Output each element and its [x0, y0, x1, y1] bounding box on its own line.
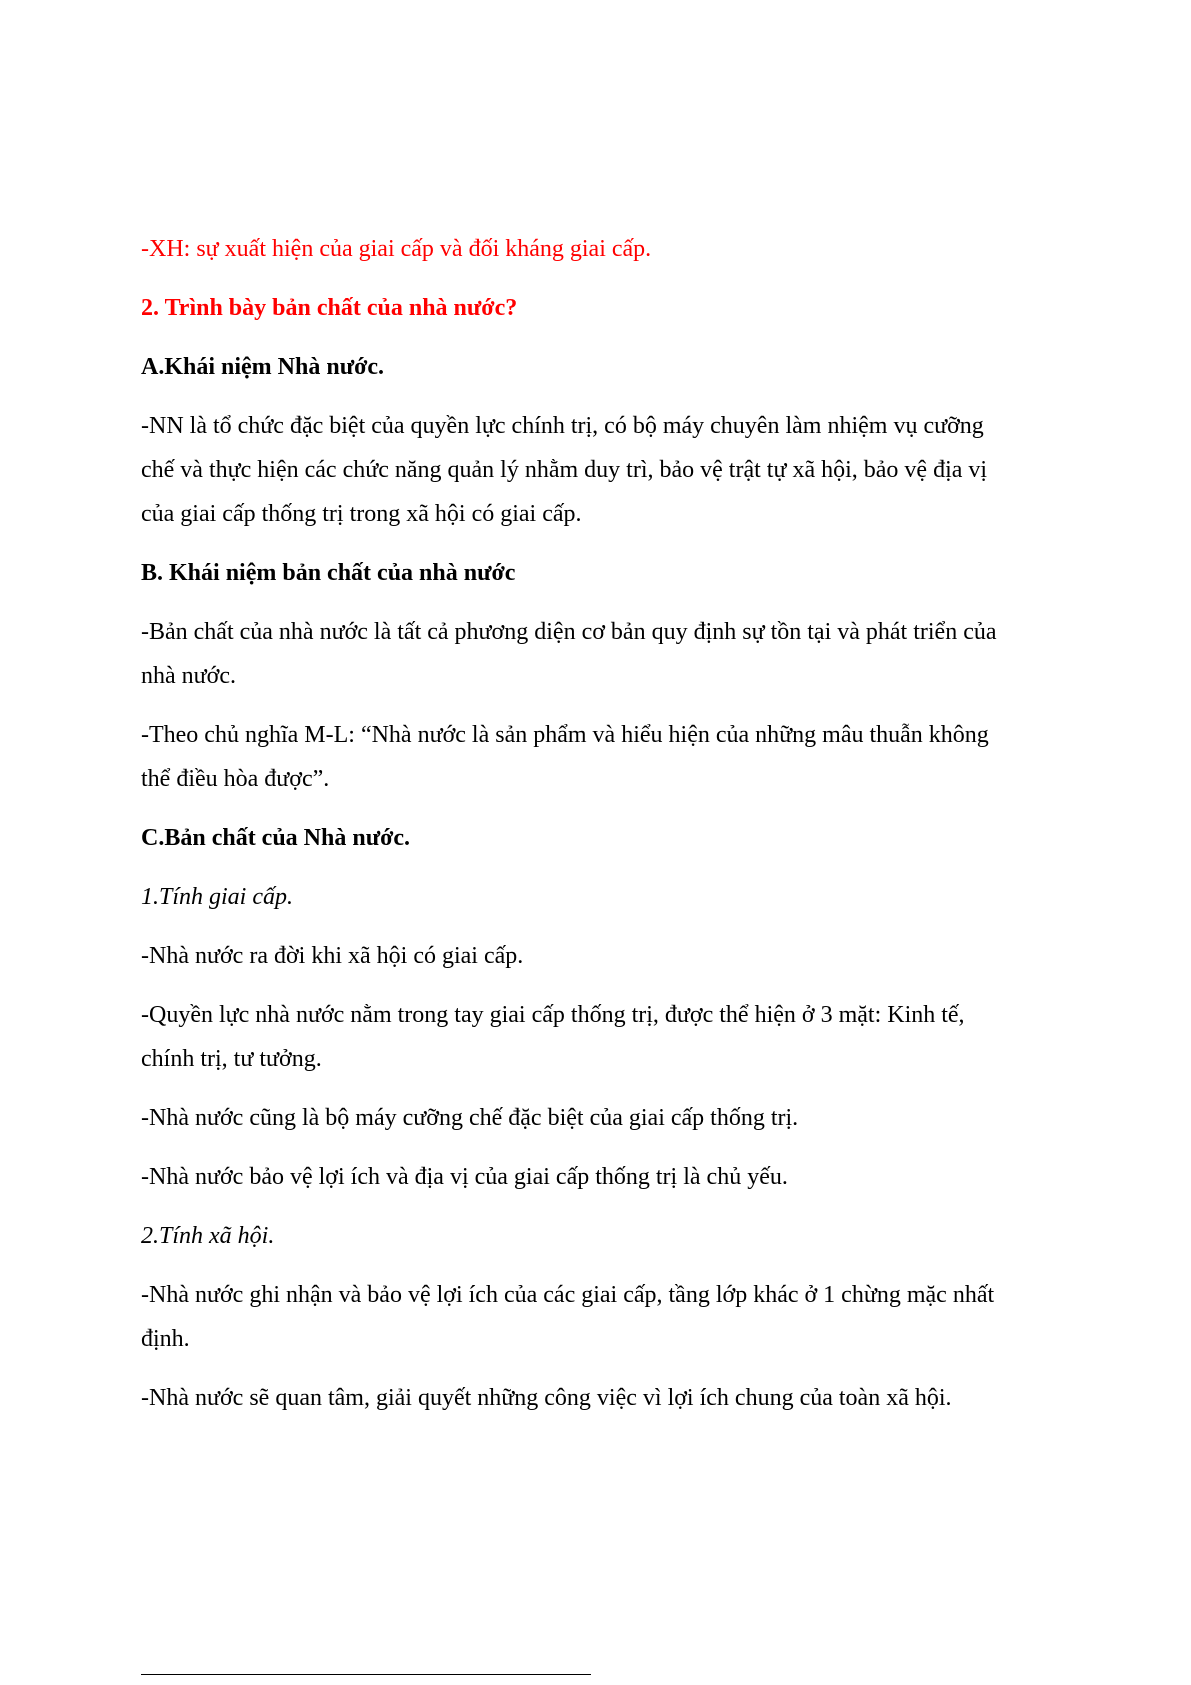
- paragraph-line: nhà nước.: [141, 663, 237, 689]
- paragraph-line: -Nhà nước ghi nhận và bảo vệ lợi ích của các giai cấp, tầng lớp khác ở 1 chừng mặc nhất: [141, 1282, 995, 1308]
- paragraph-line: -Bản chất của nhà nước là tất cả phương diện cơ bản quy định sự tồn tại và phát triển của: [141, 619, 997, 645]
- subheading-class-nature: 1.Tính giai cấp.: [141, 884, 294, 910]
- question-heading: 2. Trình bày bản chất của nhà nước?: [141, 295, 518, 321]
- paragraph-line: chính trị, tư tưởng.: [141, 1046, 322, 1072]
- subheading-social-nature: 2.Tính xã hội.: [141, 1223, 275, 1249]
- paragraph-line: thể điều hòa được”.: [141, 766, 330, 792]
- paragraph-line: của giai cấp thống trị trong xã hội có giai cấp.: [141, 501, 582, 527]
- section-c-heading: C.Bản chất của Nhà nước.: [141, 825, 411, 851]
- paragraph-line: -Nhà nước cũng là bộ máy cưỡng chế đặc biệt của giai cấp thống trị.: [141, 1105, 799, 1131]
- paragraph-line: -Nhà nước sẽ quan tâm, giải quyết những công việc vì lợi ích chung của toàn xã hội.: [141, 1385, 952, 1411]
- section-b-heading: B. Khái niệm bản chất của nhà nước: [141, 560, 516, 586]
- paragraph-line: định.: [141, 1326, 190, 1352]
- paragraph-line: -Nhà nước bảo vệ lợi ích và địa vị của giai cấp thống trị là chủ yếu.: [141, 1164, 788, 1190]
- intro-line: -XH: sự xuất hiện của giai cấp và đối kháng giai cấp.: [141, 236, 652, 262]
- paragraph-line: -Theo chủ nghĩa M-L: “Nhà nước là sản phẩm và hiểu hiện của những mâu thuẫn không: [141, 722, 989, 748]
- paragraph-line: -NN là tổ chức đặc biệt của quyền lực chính trị, có bộ máy chuyên làm nhiệm vụ cưỡng: [141, 413, 984, 439]
- section-a-heading: A.Khái niệm Nhà nước.: [141, 354, 385, 380]
- paragraph-line: -Quyền lực nhà nước nằm trong tay giai cấp thống trị, được thể hiện ở 3 mặt: Kinh tế,: [141, 1002, 965, 1028]
- paragraph-line: chế và thực hiện các chức năng quản lý nhằm duy trì, bảo vệ trật tự xã hội, bảo vệ địa vị: [141, 457, 988, 483]
- paragraph-line: -Nhà nước ra đời khi xã hội có giai cấp.: [141, 943, 524, 969]
- footer-rule: [141, 1674, 591, 1675]
